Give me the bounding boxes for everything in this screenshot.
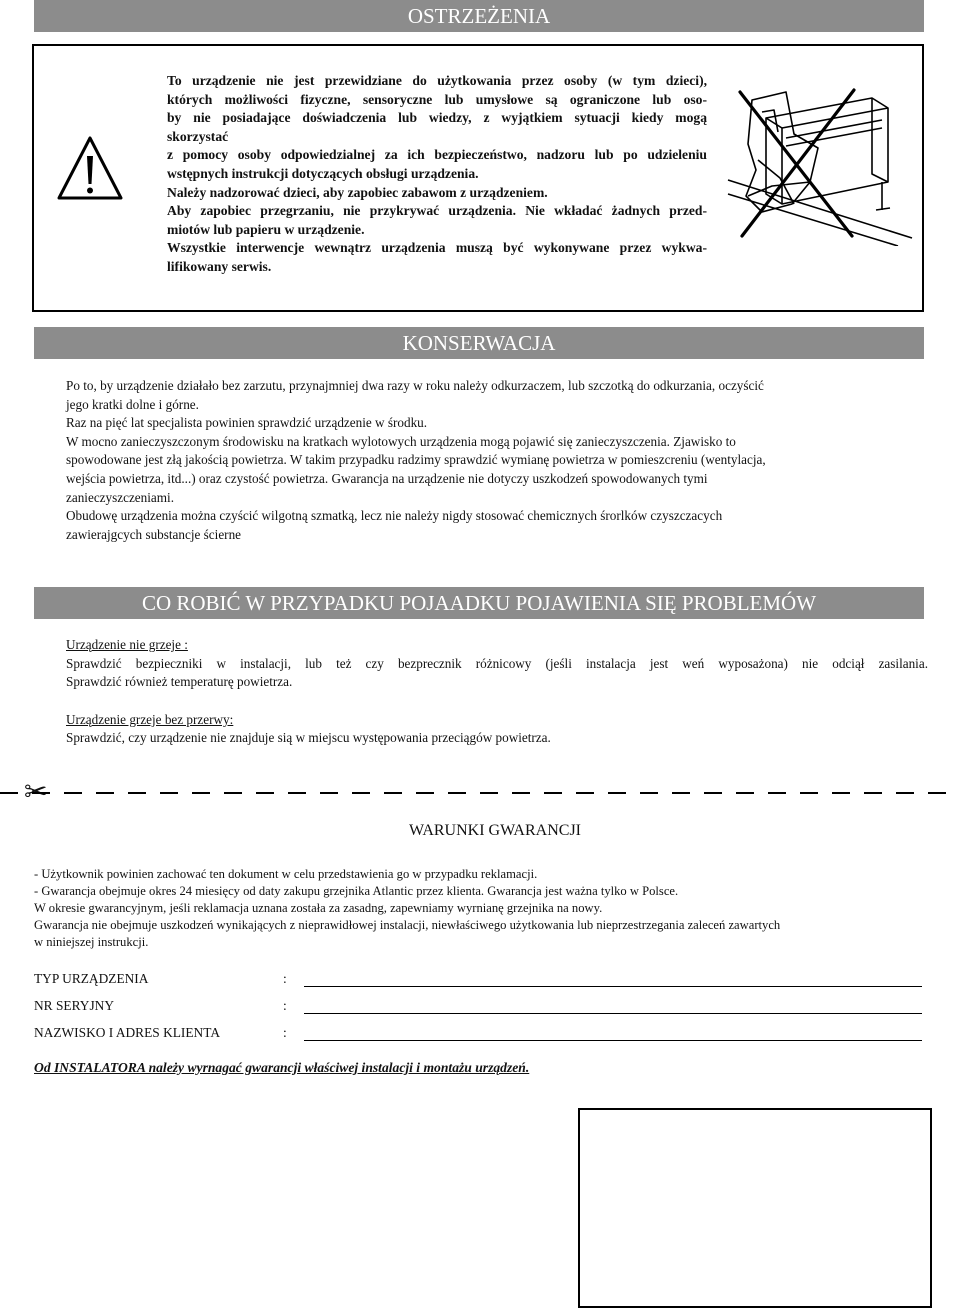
field-colon: : [283,1025,287,1040]
maintenance-title-banner [34,327,924,359]
maintenance-text [66,377,906,544]
cut-dashed-line [0,790,960,796]
maintenance-line: Obudowę urządzenia można czyścić wilgotną szmatką, lecz nie należy nigdy stosować chemicznych śrorlków czyszczacych [66,508,723,524]
warning-line: To urządzenie nie jest przewidziane do użytkowania przez osoby (w tym dzieci), [167,73,707,88]
field-colon: : [283,971,287,986]
field-label-serial-number: NR SERYJNY [34,998,114,1013]
device-type-field[interactable] [304,986,922,987]
maintenance-line: spowodowane jest złą jakością powietrza. W takim przypadku radzimy sprawdzić wymianę powietrza w pomieszcreniu (wentylacja, [66,452,766,468]
maintenance-line: zanieczyszczeniami. [66,489,174,505]
problem-heading: Urządzenie nie grzeje : [66,637,188,652]
warning-line: wstępnych instrukcji dotyczących obsługi urządzenia. [167,165,479,181]
problems-title-banner [34,587,924,619]
maintenance-line: Raz na pięć lat specjalista powinien sprawdzić urządzenie w środku. [66,415,428,431]
serial-number-field[interactable] [304,1013,922,1014]
client-name-address-field[interactable] [304,1040,922,1041]
maintenance-line: jego kratki dolne i górne. [66,396,199,412]
maintenance-line: W mocno zanieczyszczonym środowisku na kratkach wylotowych urządzenia mogą pojawić się zanieczyszczenia. Zjawisko to [66,433,736,449]
field-colon: : [283,998,287,1013]
heater-no-cover-icon [722,86,918,246]
warning-line: Wszystkie interwencje wewnątrz urządzenia muszą być wykonywane przez wykwa- [167,240,707,256]
warning-line: Należy nadzorować dzieci, aby zapobiec zabawom z urządzeniem. [167,184,548,200]
warning-line: miotów lub papieru w urządzenie. [167,221,365,237]
field-label-client-name-address: NAZWISKO I ADRES KLIENTA [34,1025,221,1040]
warning-triangle-icon [56,134,124,202]
scissors-icon: ✂ [24,775,48,808]
warranty-title: WARUNKI GWARANCJI [409,822,581,839]
field-label-device-type: TYP URZĄDZENIA [34,971,149,986]
warnings-title: OSTRZEŻENIA [407,4,551,28]
stamp-box [578,1108,932,1308]
warning-line: których możliwości fizyczne, sensoryczne lub umysłowe są ograniczone lub oso- [167,91,707,107]
warranty-line: Gwarancja nie obejmuje uszkodzeń wynikających z nieprawidłowej instalacji, niewłaściwego użytkowania lub nieprzestrzegania zaleceń zawartych [34,918,781,932]
maintenance-title: KONSERWACJA [402,331,556,355]
maintenance-line: Po to, by urządzenie działało bez zarzutu, przynajmniej dwa razy w roku należy odkurzaczem, lub szczotką do odkurzania, oczyścić [66,378,764,393]
warnings-title-banner [34,0,924,32]
problem-heading: Urządzenie grzeje bez przerwy: [66,711,234,727]
problem-line: Sprawdzić również temperaturę powietrza. [66,674,293,690]
problems-title: CO ROBIĆ W PRZYPADKU POJAADKU POJAWIENIA SIĘ PROBLEMÓW [141,591,817,615]
maintenance-line: wejścia powietrza, itd...) oraz czystość powietrza. Gwarancja na urządzenie nie dotyczy uszkodzeń spowodowanych tymi [66,470,708,486]
installer-note: Od INSTALATORA należy wyrnagać gwarancji właściwej instalacji i montażu urządzeń. [34,1060,530,1075]
warranty-line: W okresie gwarancyjnym, jeśli reklamacja uznana została za zasadng, zapewniamy wyrnianę grzejnika na nowy. [34,901,603,915]
warranty-text [34,866,934,951]
warning-line: Aby zapobiec przegrzaniu, nie przykrywać urządzenia. Nie wkładać żadnych przed- [167,203,707,219]
warning-line: skorzystać [167,128,229,144]
warranty-line: - Użytkownik powinien zachować ten dokument w celu przedstawienia go w przypadku reklamacji. [34,867,538,881]
problem-line: Sprawdzić bezpieczniki w instalacji, lub też czy bezprecznik różnicowy (jeśli instalacja jest weń wyposażona) nie odciął zasilania. [66,655,928,671]
warranty-line: - Gwarancja obejmuje okres 24 miesięcy od daty zakupu grzejnika Atlantic przez klienta. Gwarancja jest ważna tylko w Polsce. [34,884,679,898]
problem-line: Sprawdzić, czy urządzenie nie znajduje sią w miejscu występowania przeciągów powietrza. [66,730,551,746]
warning-line: lifikowany serwis. [167,258,272,274]
warnings-text [167,72,707,277]
warranty-line: w niniejszej instrukcji. [34,935,149,949]
warning-line: z pomocy osoby odpowiedzialnej za ich bezpieczeństwo, nadzoru lub po udzieleniu [167,147,707,163]
maintenance-line: zawierajgcych substancje ścierne [66,526,242,542]
problems-section [66,636,928,748]
warning-line: by nie posiadające doświadczenia lub wiedzy, z wyjątkiem sytuacji kiedy mogą [167,110,707,126]
